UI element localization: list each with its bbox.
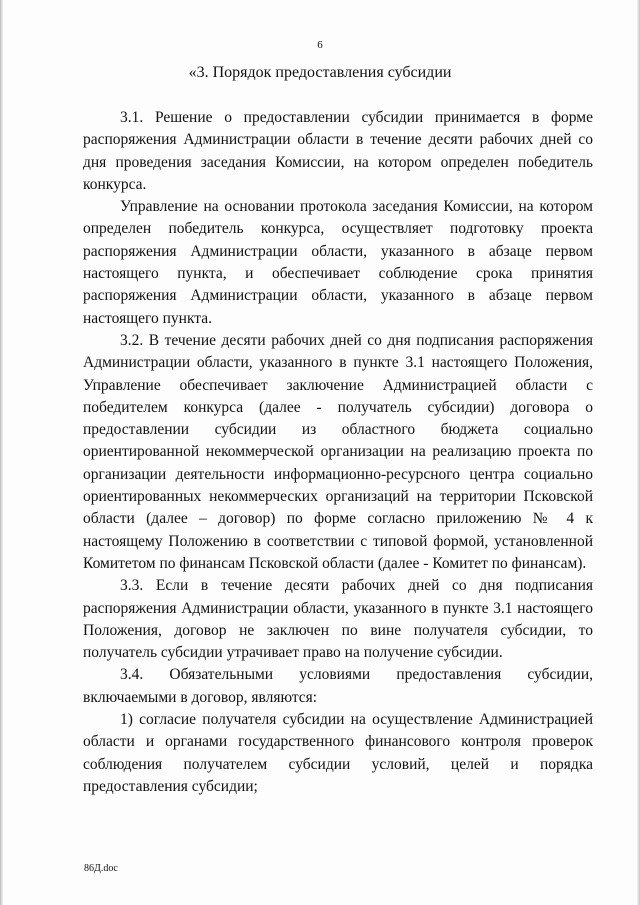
- footer-filename: 86Д.doc: [84, 863, 118, 874]
- paragraph-3-4-item-1: 1) согласие получателя субсидии на осуществление Администрацией области и органами государственного финансового контроля проверок соблюдения получателем субсидии условий, целей и порядка предоставления субсидии;: [83, 711, 593, 795]
- paragraph-3-1-continued: Управление на основании протокола заседания Комиссии, на котором определен победитель конкурса, осуществляет подготовку проекта распоряжения Администрации области, указанного в абзаце первом настоящего пункта, и обеспечивает соблюдение срока принятия распоряжения Администрации области, указанного в абзаце первом настоящего пункта.: [83, 198, 593, 327]
- paragraph-3-4: 3.4. Обязательными условиями предоставления субсидии, включаемыми в договор, являются:: [83, 666, 593, 706]
- document-body: [83, 107, 593, 798]
- section-heading: «3. Порядок предоставления субсидии: [188, 64, 452, 81]
- paragraph-3-1: 3.1. Решение о предоставлении субсидии принимается в форме распоряжения Администрации области в течение десяти рабочих дней со дня проведения заседания Комиссии, на котором определен победитель конкурса.: [83, 109, 593, 193]
- scan-edge-left: [0, 0, 3, 905]
- page-number: 6: [317, 39, 323, 51]
- paragraph-3-2: 3.2. В течение десяти рабочих дней со дня подписания распоряжения Администрации области, указанного в пункте 3.1 настоящего Положения, Управление обеспечивает заключение Администрацией области с победителем конкурса (далее - получатель субсидии) договора о предоставлении субсидии из областного бюджета социально ориентированной некоммерческой организации на реализацию проекта по организации деятельности информационно-ресурсного центра социально ориентированных некоммерческих организаций на территории Псковской области (далее – договор) по форме согласно приложению № 4 к настоящему Положению в соответствии с типовой формой, установленной Комитетом по финансам Псковской области (далее - Комитет по финансам).: [83, 331, 593, 572]
- paragraph-3-3: 3.3. Если в течение десяти рабочих дней со дня подписания распоряжения Администрации области, указанного в пункте 3.1 настоящего Положения, договор не заключен по вине получателя субсидии, то получатель субсидии утрачивает право на получение субсидии.: [83, 577, 593, 662]
